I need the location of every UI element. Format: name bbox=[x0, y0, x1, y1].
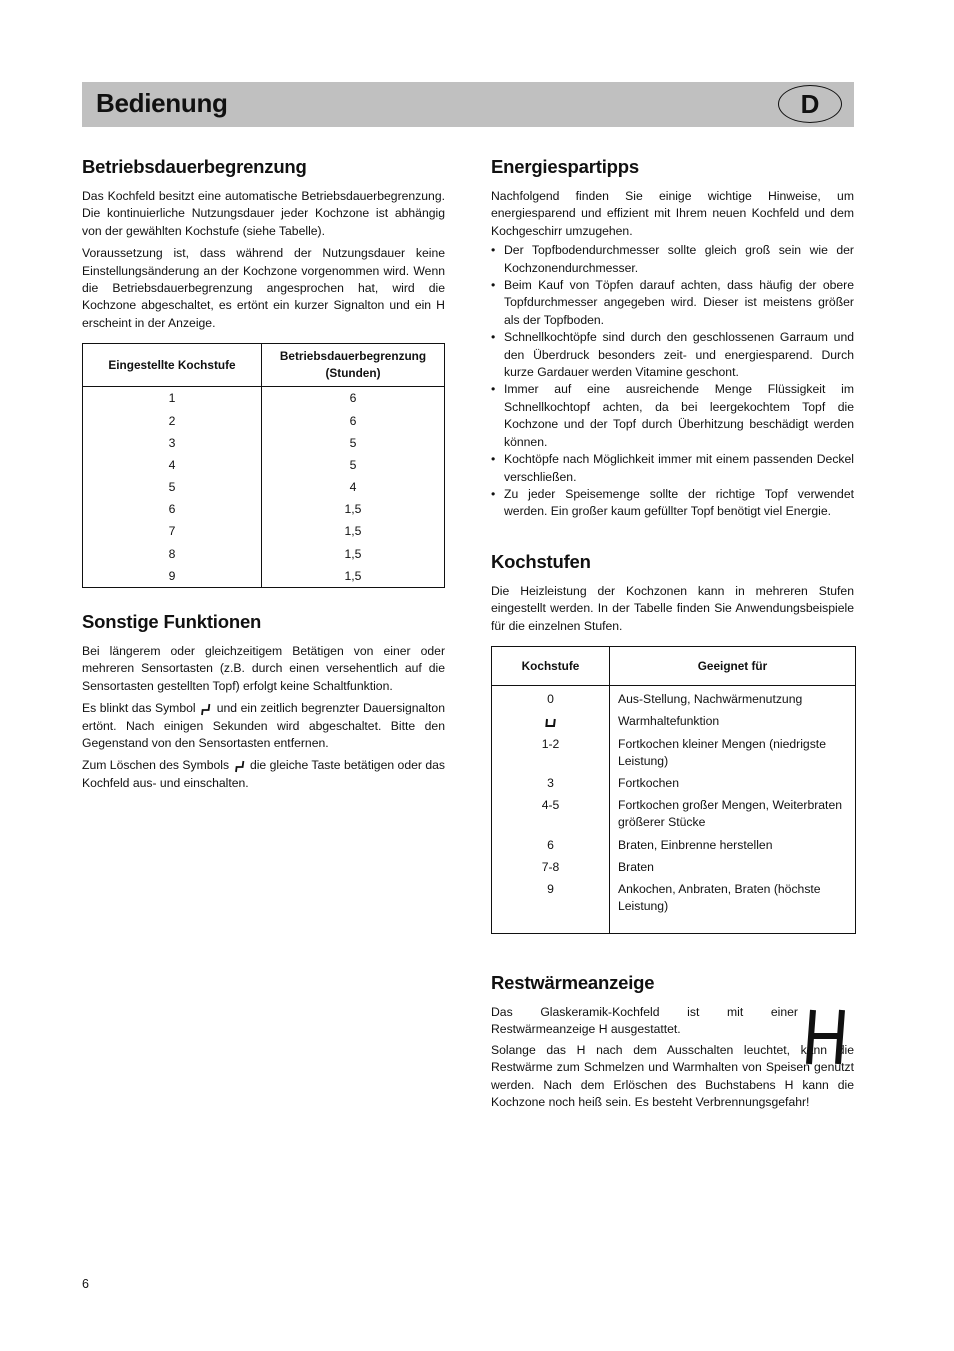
table-cell: 7-8 bbox=[492, 859, 610, 881]
table-row bbox=[83, 498, 445, 520]
table-cell: 1,5 bbox=[344, 524, 362, 539]
table-cell: 1,5 bbox=[344, 568, 362, 583]
table-cell: 6 bbox=[83, 498, 262, 520]
paragraph bbox=[82, 757, 445, 792]
table-cell: 1-2 bbox=[492, 736, 610, 775]
table-header-cell: Geeignet für bbox=[610, 647, 856, 686]
list-item-text: Zu jeder Speisemenge sollte der richtige Topf verwendet werden. Ein großer kaum gefüllter Topf benötigt viel Energie. bbox=[504, 486, 854, 519]
section-heading: Betriebsdauerbegrenzung bbox=[82, 156, 307, 177]
list-item bbox=[491, 329, 854, 381]
table-row bbox=[492, 713, 856, 735]
table-row bbox=[83, 520, 445, 542]
table-cell: Braten, Einbrenne herstellen bbox=[618, 837, 773, 852]
table-row bbox=[492, 686, 856, 714]
tips-list bbox=[491, 242, 854, 521]
table-cell: 9 bbox=[492, 881, 610, 934]
bullet-icon: • bbox=[491, 452, 496, 467]
section-restwaerme bbox=[491, 972, 854, 1111]
section-betriebsdauer bbox=[82, 156, 445, 588]
table-cell: 6 bbox=[349, 391, 357, 406]
section-kochstufen bbox=[491, 551, 854, 934]
blink-symbol-icon bbox=[233, 759, 247, 774]
list-item-text: Immer auf eine ausreichende Menge Flüssigkeit im Schnellkochtopf achten, da bei leergekochtem Topf die Kochzone und der Topf durch Überhitzung beschädigt werden können. bbox=[504, 382, 854, 449]
table-cell: 4-5 bbox=[492, 797, 610, 836]
list-item bbox=[491, 381, 854, 451]
table-header-cell: Eingestellte Kochstufe bbox=[83, 344, 262, 387]
table-row bbox=[492, 859, 856, 881]
section-heading: Restwärmeanzeige bbox=[491, 972, 655, 993]
table-cell: 1,5 bbox=[344, 502, 362, 517]
table-cell: 6 bbox=[349, 413, 357, 428]
page-title: Bedienung bbox=[96, 88, 228, 118]
table-cell: Ankochen, Anbraten, Braten (höchste Leistung) bbox=[618, 882, 821, 914]
blink-symbol-icon bbox=[199, 702, 213, 717]
table-cell: 4 bbox=[83, 454, 262, 476]
table-cell: Warmhaltefunktion bbox=[618, 714, 720, 729]
kochstufen-table bbox=[491, 646, 856, 934]
table-row bbox=[83, 432, 445, 454]
table-row bbox=[83, 565, 445, 588]
table-header-cell: Betriebsdauerbegrenzung (Stunden) bbox=[262, 344, 445, 387]
table-row bbox=[492, 881, 856, 934]
section-heading: Sonstige Funktionen bbox=[82, 611, 262, 632]
section-heading: Kochstufen bbox=[491, 551, 591, 572]
list-item bbox=[491, 277, 854, 329]
paragraph: Voraussetzung ist, dass während der Nutzungsdauer keine Einstellungsänderung an der Kochzone vorgenommen wird. Wenn die Betriebsdauerbegrenzung angesprochen hat, wird die Kochzone abgeschaltet, es ertönt ein kurzer Signalton und ein H erscheint in der Anzeige. bbox=[82, 246, 445, 330]
table-cell: Fortkochen kleiner Mengen (niedrigste Leistung) bbox=[618, 736, 826, 768]
paragraph bbox=[491, 1042, 854, 1112]
table-row bbox=[492, 797, 856, 836]
section-heading: Energiespartipps bbox=[491, 156, 639, 177]
text-span: Es blinkt das Symbol bbox=[82, 701, 196, 716]
section-sonstige bbox=[82, 611, 445, 792]
table-row bbox=[83, 543, 445, 565]
table-cell: 6 bbox=[492, 837, 610, 859]
betriebsdauer-table bbox=[82, 343, 445, 588]
table-row bbox=[83, 387, 445, 410]
bullet-icon: • bbox=[491, 330, 496, 345]
paragraph: Das Glaskeramik-Kochfeld ist mit einer Restwärmeanzeige H ausgestattet. bbox=[491, 1005, 798, 1037]
list-item-text: Schnellkochtöpfe sind durch den geschlossenen Garraum und den Überdruck besonders zeit- und energiesparend. Durch kurze Gardauer werden Vitamine geschont. bbox=[504, 330, 854, 380]
list-item-text: Kochtöpfe nach Möglichkeit immer mit einem passenden Deckel verschließen. bbox=[504, 452, 854, 484]
table-cell: Braten bbox=[618, 859, 654, 874]
text-span: die gleiche Taste betätigen oder das Kochfeld aus- und einschalten. bbox=[82, 758, 446, 790]
residual-heat-h-icon bbox=[806, 1007, 848, 1067]
text-span: Solange das H nach dem Ausschalten leuchtet, kann die Restwärme zum Schmelzen und Warmhalten von Speisen genutzt werden. Nach dem Erlöschen des Buchstabens H kann die Kochzone noch heiß sein. Es besteht Verbrennungsgefahr! bbox=[491, 1042, 854, 1110]
table-cell: Fortkochen bbox=[618, 776, 679, 791]
table-row bbox=[83, 476, 445, 498]
table-header-cell: Kochstufe bbox=[492, 647, 610, 686]
paragraph bbox=[82, 700, 445, 752]
table-header-row bbox=[83, 344, 445, 387]
paragraph: Das Kochfeld besitzt eine automatische Betriebsdauerbegrenzung. Die kontinuierliche Nutzungsdauer jeder Kochzone ist abhängig von der gewählten Kochstufe (siehe Tabelle). bbox=[82, 189, 445, 238]
keep-warm-icon bbox=[544, 715, 558, 729]
paragraph: Nachfolgend finden Sie einige wichtige Hinweise, um energiesparend und effizient mit Ihrem neuen Kochfeld und dem Kochgeschirr umzugehen. bbox=[491, 189, 854, 238]
table-cell: 4 bbox=[349, 480, 357, 495]
bullet-icon: • bbox=[491, 382, 496, 397]
table-cell: Fortkochen großer Mengen, Weiterbraten größerer Stücke bbox=[618, 798, 842, 830]
list-item bbox=[491, 451, 854, 486]
table-row bbox=[83, 454, 445, 476]
table-cell: 7 bbox=[83, 520, 262, 542]
list-item bbox=[491, 242, 854, 277]
text-span: Zum Löschen des Symbols bbox=[82, 758, 230, 773]
table-row bbox=[492, 837, 856, 859]
list-item bbox=[491, 486, 854, 521]
table-cell: 8 bbox=[83, 543, 262, 565]
table-row bbox=[83, 409, 445, 431]
table-cell: Aus-Stellung, Nachwärmenutzung bbox=[618, 692, 803, 707]
table-cell: 1,5 bbox=[344, 546, 362, 561]
list-item-text: Beim Kauf von Töpfen darauf achten, dass häufig der obere Topfdurchmesser angegeben wird. Dieser ist meistens größer als der Topfboden. bbox=[504, 278, 854, 327]
table-cell: 9 bbox=[83, 565, 262, 588]
table-cell: 1 bbox=[83, 387, 262, 410]
table-cell: 2 bbox=[83, 409, 262, 431]
page-header bbox=[82, 82, 854, 127]
table-row bbox=[492, 775, 856, 797]
table-row bbox=[492, 736, 856, 775]
text-span: und ein zeitlich begrenzter Dauersignalton ertönt. Nach einigen Sekunden wird abgeschaltet. Bitte den Gegenstand von den Sensortasten entfernen. bbox=[82, 701, 445, 751]
table-cell: 5 bbox=[83, 476, 262, 498]
list-item-text: Der Topfbodendurchmesser sollte gleich groß sein wie der Kochzonendurchmesser. bbox=[504, 243, 854, 275]
table-cell: 3 bbox=[83, 432, 262, 454]
page-number: 6 bbox=[82, 1277, 89, 1291]
bullet-icon: • bbox=[491, 243, 496, 258]
bullet-icon: • bbox=[491, 486, 496, 501]
table-header-row bbox=[492, 647, 856, 686]
table-cell: 0 bbox=[492, 686, 610, 714]
table-cell: 5 bbox=[349, 457, 357, 472]
table-cell bbox=[492, 713, 610, 735]
paragraph: Die Heizleistung der Kochzonen kann in mehreren Stufen eingestellt werden. In der Tabelle finden Sie Anwendungsbeispiele für die einzelnen Stufen. bbox=[491, 584, 854, 633]
bullet-icon: • bbox=[491, 278, 496, 293]
paragraph: Bei längerem oder gleichzeitigem Betätigen von einer oder mehreren Sensortasten (z.B. durch einen versehentlich auf die Sensortasten gestellten Topf) erfolgt keine Schaltfunktion. bbox=[82, 644, 445, 693]
language-badge: D bbox=[778, 85, 842, 123]
table-cell: 5 bbox=[349, 435, 357, 450]
section-energiespartipps bbox=[491, 156, 854, 521]
table-cell: 3 bbox=[492, 775, 610, 797]
